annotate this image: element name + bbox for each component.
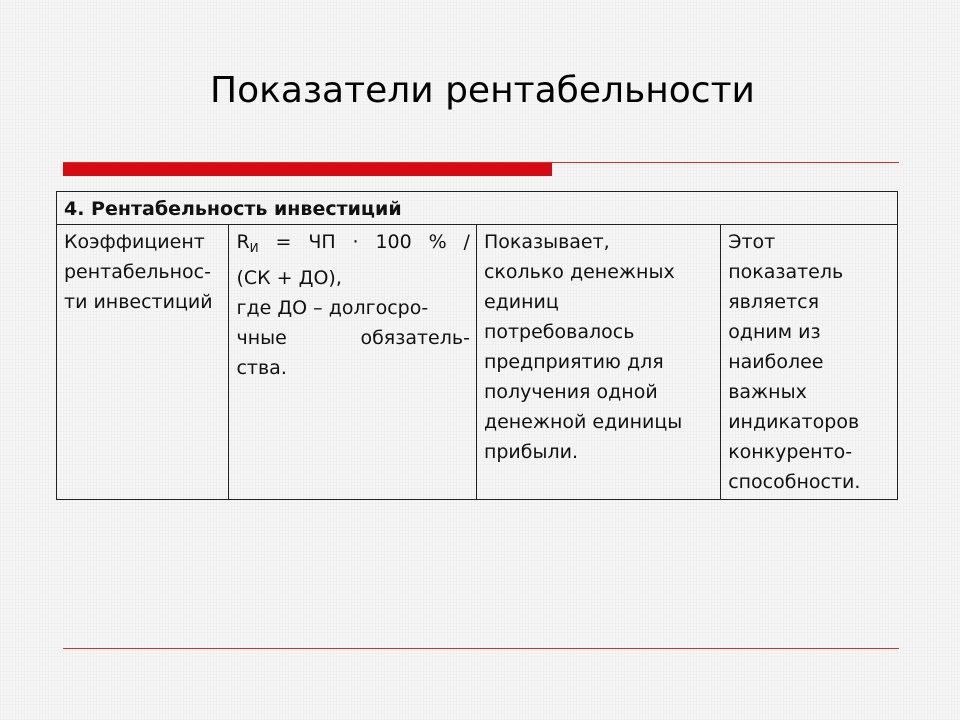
indicator-table [56,191,898,500]
table-row [57,225,898,500]
note-line: индикаторов [728,411,860,433]
formula-line: ства. [236,357,287,379]
formula-line [236,323,469,353]
meaning-line: Показывает, [483,231,610,253]
table-section-heading: 4. Рентабельность инвестиций [57,192,898,225]
formula-cell [229,225,476,500]
note-line: способности. [728,471,861,493]
table-header-row [57,192,898,225]
formula-line [236,227,469,263]
bottom-divider-line [63,648,899,649]
note-line: конкуренто- [728,441,853,463]
formula-token: · [352,231,359,253]
note-cell [721,225,898,500]
meaning-line: предприятию для [483,351,664,373]
formula-word: обязатель- [360,327,470,349]
meaning-cell [476,225,720,500]
indicator-name-cell [57,225,229,500]
note-line: важных [728,381,807,403]
note-line: наиболее [728,351,824,373]
formula-word: чные [236,327,287,349]
note-line: является [728,291,820,313]
formula-token: ЧП [308,231,336,253]
indicator-line: рентабельнос- [64,261,211,283]
meaning-line: прибыли. [483,441,579,463]
note-line: показатель [728,261,844,283]
note-line: Этот [728,231,776,253]
formula-line: где ДО – долгосро- [236,297,429,319]
title-accent-bar [63,163,552,176]
meaning-line: сколько денежных [483,261,675,283]
formula-token: 100 [375,231,412,253]
formula-line: (СК + ДО), [236,267,342,289]
formula-token: / [463,231,470,253]
formula-token: = [275,231,292,253]
note-line: одним из [728,321,821,343]
meaning-line: единиц [483,291,559,313]
slide-title: Показатели рентабельности [210,70,755,111]
meaning-line: денежной единицы [483,411,683,433]
indicator-line: Коэффициент [64,231,205,253]
formula-token: % [428,231,447,253]
formula-symbol: $R_И$ [236,231,259,255]
indicator-line: ти инвестиций [64,291,213,313]
meaning-line: получения одной [483,381,658,403]
meaning-line: потребовалось [483,321,635,343]
